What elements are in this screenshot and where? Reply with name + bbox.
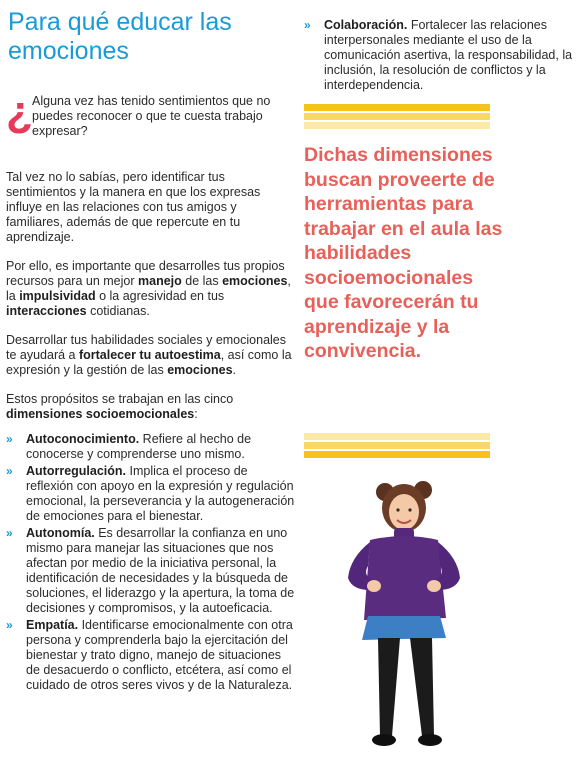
p3-text: , así como la expresión y la gestión de las: [6, 348, 292, 377]
p3-text: Desarrollar tus habilidades sociales y emocionales te ayudará a: [6, 333, 286, 362]
right-column-list: [304, 18, 576, 93]
p3-text: .: [232, 363, 237, 377]
dimension-name: Autoconocimiento.: [26, 432, 140, 446]
bullet-icon: »: [6, 464, 13, 478]
p2-bold-impulsividad: impulsividad: [19, 289, 96, 303]
p2-text: Por ello, es importante que desarrolles tus propios recursos para un mejor: [6, 259, 285, 288]
p4-text: Estos propósitos se trabajan en las cinco: [6, 392, 234, 406]
p4-text: :: [194, 407, 198, 421]
stripe: [304, 122, 490, 129]
list-item: [6, 618, 296, 693]
question-text: Alguna vez has tenido sentimientos que no puedes reconocer o que te cuesta trabajo expresar?: [32, 94, 271, 138]
paragraph-2: [6, 259, 296, 319]
list-item: [6, 464, 296, 524]
callout-text: Dichas dimensiones buscan proveerte de herramientas para trabajar en el aula las habilidades socioemocionales que favorecerán tu aprendizaje y la convivencia.: [304, 144, 503, 362]
dimension-text: Refiere al hecho de conocerse y comprenderse uno mismo.: [26, 432, 252, 461]
p2-text: o la agresividad en tus: [95, 289, 225, 303]
p2-bold-manejo: manejo: [138, 274, 182, 288]
p2-bold-emociones: emociones: [222, 274, 288, 288]
p3-bold-autoestima: fortalecer tu autoestima: [78, 348, 221, 362]
dimension-name: Autorregulación.: [26, 464, 127, 478]
dimension-name: Colaboración.: [324, 18, 408, 32]
stripe: [304, 104, 490, 111]
dimension-name: Autonomía.: [26, 526, 95, 540]
girl-photo: [330, 478, 480, 754]
p2-text: , la: [6, 274, 291, 303]
dimension-text: Es desarrollar la confianza en uno mismo para manejar las situaciones que nos afectan por medio de la iniciativa personal, la identificación de necesidades y la búsqueda de soluciones, el liderazgo y la apertura, la toma de decisiones y compromisos, y la autoeficacia.: [26, 526, 295, 615]
stripe: [304, 442, 490, 449]
dimension-text: Fortalecer las relaciones interpersonales mediante el uso de la comunicación asertiva, la responsabilidad, la inclusión, la resolución de conflictos y la interdependencia.: [324, 18, 573, 92]
paragraph-4: [6, 392, 296, 422]
paragraph-1: Tal vez no lo sabías, pero identificar tus sentimientos y la manera en que los expresas influye en las relaciones con tus amigos y familiares, además de que repercute en tu aprendizaje.: [6, 170, 261, 244]
list-item: [304, 18, 576, 93]
bullet-icon: »: [6, 526, 13, 540]
p2-text: cotidianas.: [86, 304, 150, 318]
stripe: [304, 451, 490, 458]
main-text-column: [6, 170, 296, 695]
p2-text: de las: [181, 274, 223, 288]
bullet-icon: »: [6, 432, 13, 446]
dimension-text: Identificarse emocionalmente con otra persona y comprenderla bajo la ejercitación del bienestar y trato digno, manejo de situaciones de desacuerdo o conflicto, etcétera, así como el cuidado de otros seres vivos y de la Naturaleza.: [26, 618, 293, 692]
list-item: [6, 526, 296, 616]
list-item: [6, 432, 296, 462]
p2-bold-interacciones: interacciones: [6, 304, 87, 318]
dimension-text: Implica el proceso de reflexión con apoyo en la expresión y regulación emocional, la perseverancia y la autogeneración de emociones para el bienestar.: [26, 464, 295, 523]
bullet-icon: »: [304, 18, 311, 32]
decorative-stripes-top: [304, 104, 490, 131]
paragraph-3: [6, 333, 296, 378]
stripe: [304, 433, 490, 440]
bullet-icon: »: [6, 618, 13, 632]
p3-bold-emociones: emociones: [167, 363, 233, 377]
dimensions-list: [6, 432, 296, 693]
p4-bold-dimensiones: dimensiones socioemocionales: [6, 407, 195, 421]
dimension-name: Empatía.: [26, 618, 79, 632]
decorative-stripes-bottom: [304, 433, 490, 460]
question-mark: ¿: [6, 87, 33, 136]
page-title: Para qué educar las emociones: [8, 8, 232, 65]
stripe: [304, 113, 490, 120]
